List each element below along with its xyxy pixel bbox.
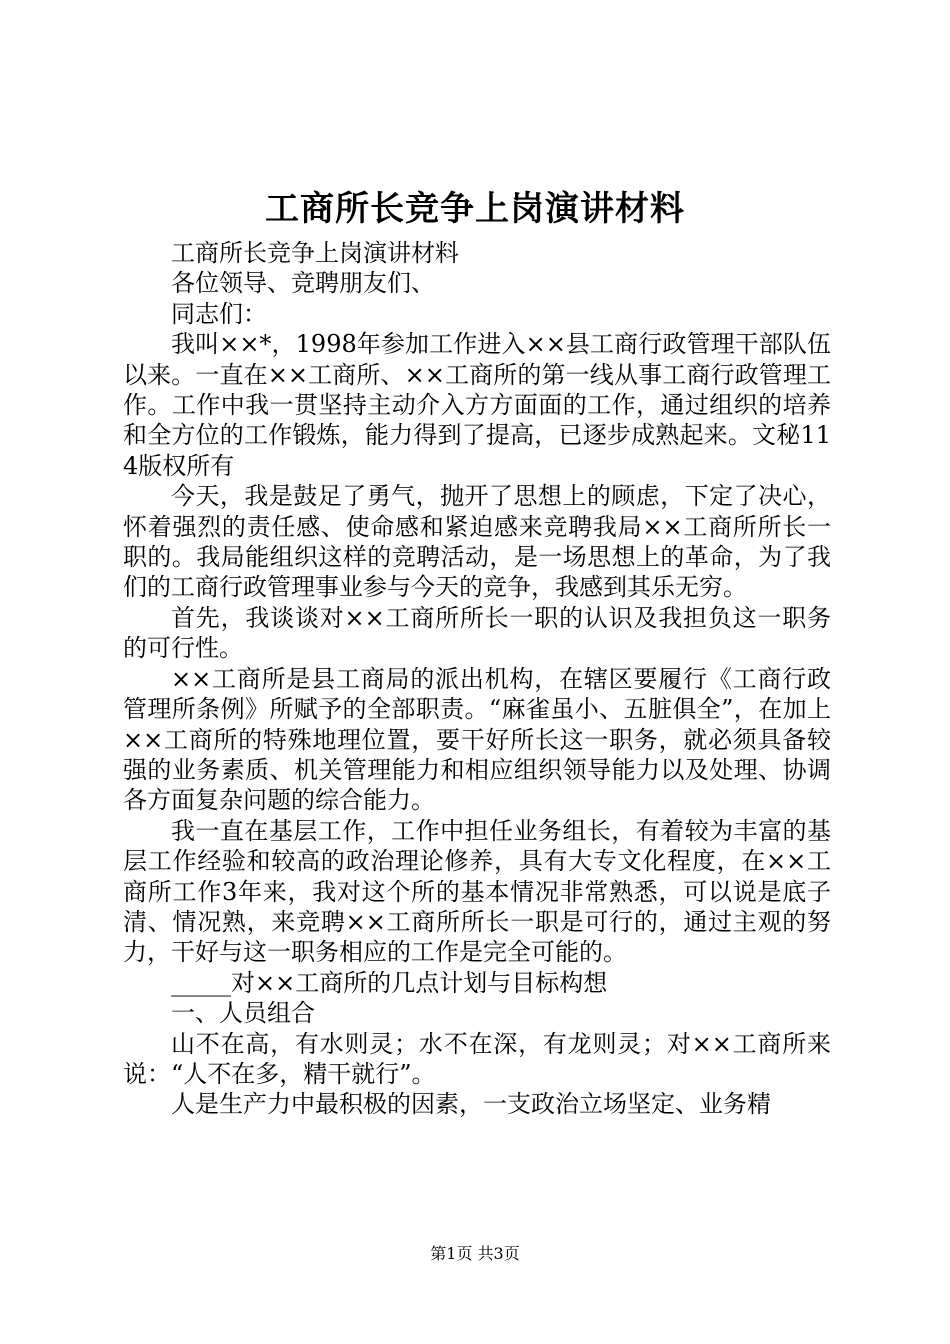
paragraph-first-point: 首先，我谈谈对××工商所所长一职的认识及我担负这一职务的可行性。 (123, 603, 831, 663)
paragraph-salutation-1: 各位领导、竞聘朋友们、 (171, 269, 435, 298)
paragraph-experience: 我一直在基层工作，工作中担任业务组长，有着较为丰富的基层工作经验和较高的政治理论修养，具有大专文化程度，在××工商所工作3年来，我对这个所的基本情况非常熟悉，可以说是底子清、情况熟，来竞聘××工商所所长一职是可行的，通过主观的努力，干好与这一职务相应的工作是完全可能的。 (123, 816, 831, 967)
paragraph-motivation: 今天，我是鼓足了勇气，抛开了思想上的顾虑，下定了决心，怀着强烈的责任感、使命感和紧迫感来竞聘我局××工商所所长一职的。我局能组织这样的竞聘活动，是一场思想上的革命，为了我们的工商行政管理事业参与今天的竞争，我感到其乐无穷。 (123, 482, 831, 602)
paragraph-salutation-2: 同志们： (171, 299, 267, 328)
paragraph-personnel: 人是生产力中最积极的因素，一支政治立场坚定、业务精 (171, 1090, 771, 1119)
paragraph-plan-heading: _____对××工商所的几点计划与目标构想 (171, 968, 608, 997)
document-title: 工商所长竞争上岗演讲材料 (265, 189, 685, 229)
paragraph-office-duties: ××工商所是县工商局的派出机构，在辖区要履行《工商行政管理所条例》所赋予的全部职责。“麻雀虽小、五脏俱全”，在加上××工商所的特殊地理位置，要干好所长这一职务，就必须具备较强的业务素质、机关管理能力和相应组织领导能力以及处理、协调各方面复杂问题的综合能力。 (123, 664, 831, 815)
paragraph-subtitle: 工商所长竞争上岗演讲材料 (171, 239, 459, 267)
document-body (123, 238, 831, 1120)
page-footer: 第1页 共3页 (430, 1244, 520, 1263)
paragraph-section-heading: 一、人员组合 (171, 999, 315, 1028)
paragraph-proverb: 山不在高，有水则灵；水不在深，有龙则灵；对××工商所来说：“人不在多，精干就行”。 (123, 1029, 831, 1088)
paragraph-introduction: 我叫××*，1998年参加工作进入××县工商行政管理干部队伍以来。一直在××工商所、××工商所的第一线从事工商行政管理工作。工作中我一贯坚持主动介入方方面面的工作，通过组织的培养和全方位的工作锻炼，能力得到了提高，已逐步成熟起来。文秘114版权所有 (123, 330, 831, 480)
